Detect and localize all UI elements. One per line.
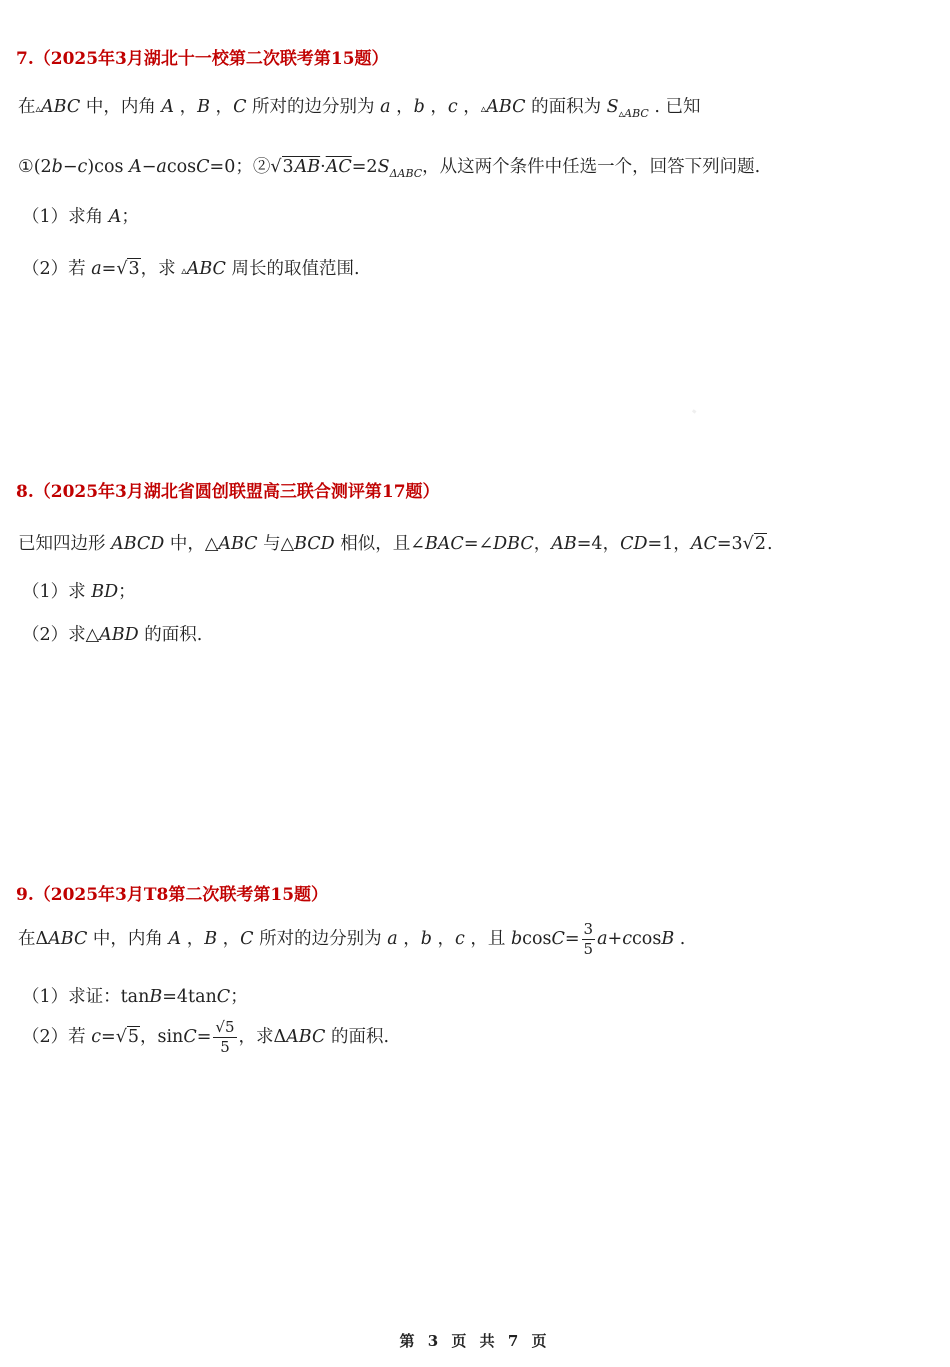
page-footer: 第 3 页 共 7 页 [399,1332,551,1350]
q9-part2: （2）若 c=√5，sinC= $\frac{√5}{5}$ ，求ΔABC 的面积. [22,1018,390,1056]
q9-part1: （1）求证：tanB=4tanC； [22,987,248,1007]
watermark: · [678,398,711,425]
q8-heading: 8.（2025年3月湖北省圆创联盟高三联合测评第17题） [16,482,440,502]
q8-stem: 已知四边形 ABCD 中，△ABC 与△BCD 相似，且∠BAC=∠DBC，AB=4，CD=1，AC=3√2. [18,534,773,554]
q7-part2: （2）若 a=√3，求 ▵ABC 周长的取值范围. [22,259,360,279]
q9-stem: 在ΔABC 中，内角 A ，B ，C 所对的边分别为 a ，b ，c ，且 bcosC= $\frac{3}{5}$ a+ccosB . [18,920,686,958]
q8-part1: （1）求 BD； [22,582,136,602]
q7-part1: （1）求角 A； [22,207,139,227]
q7-heading: 7.（2025年3月湖北十一校第二次联考第15题） [16,49,389,69]
q7-stem: 在▵ABC 中，内角 A ，B ，C 所对的边分别为 a ，b ，c ，▵ABC 的面积为 $S_{▵ABC}$ . 已知 [18,97,701,120]
q8-part2: （2）求△ABD 的面积. [22,625,203,645]
q9-heading: 9.（2025年3月T8第二次联考第15题） [16,885,329,905]
q7-conditions: ①(2b−c)cos A−acosC=0；$②√3\overline{AB}\cdot\overline{AC}=2S_{\Delta ABC}$，从这两个条件中任选一个，回答下列问题. [18,157,761,180]
